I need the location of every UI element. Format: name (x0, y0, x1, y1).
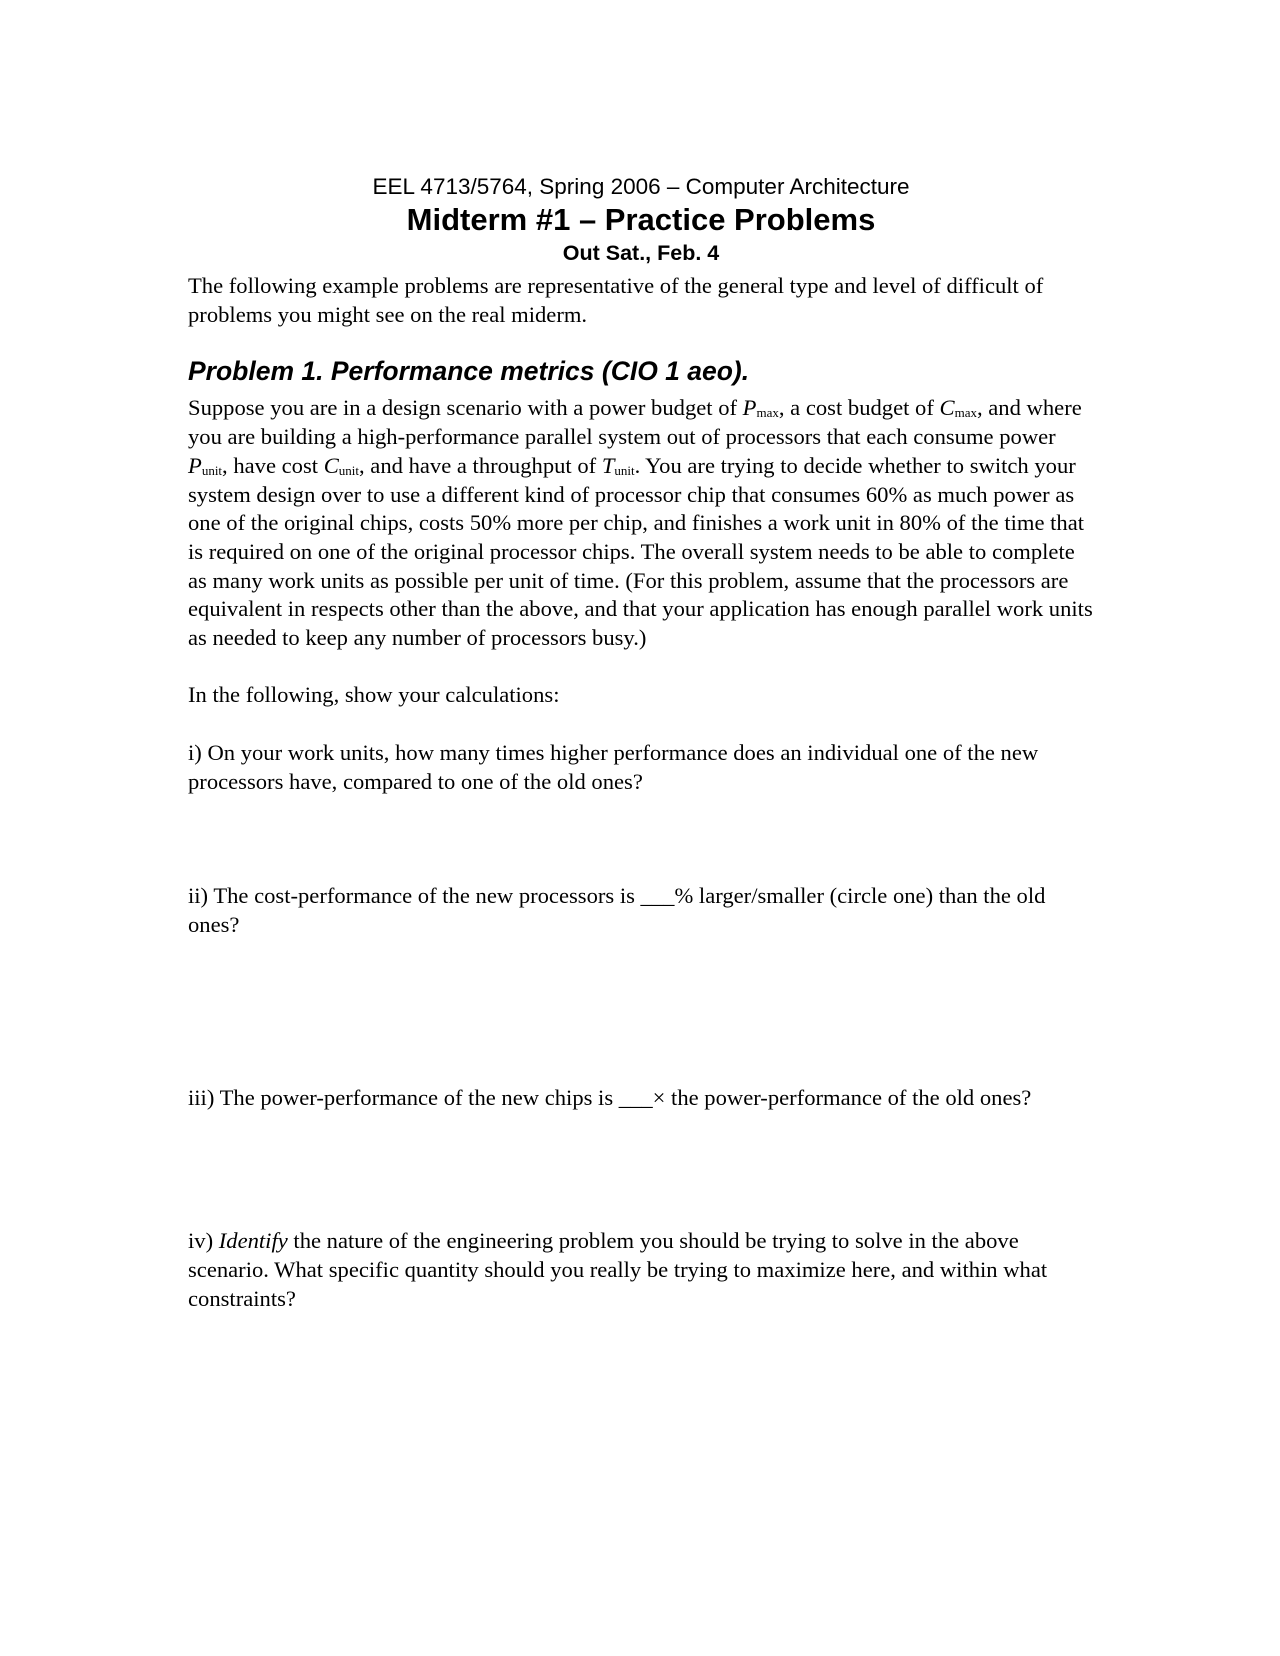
tunit-variable: T (601, 452, 615, 478)
question-iii: iii) The power-performance of the new chips is ___× the power-performance of the old ones? (188, 1084, 1032, 1110)
page-title: Midterm #1 – Practice Problems (406, 202, 876, 237)
question-i: i) On your work units, how many times higher performance does an individual one of the new processors have, compared to one of the old ones? (188, 739, 1039, 794)
cunit-variable: C (323, 452, 339, 478)
instruction-line: In the following, show your calculations: (188, 682, 560, 708)
problem-1-body: Suppose you are in a design scenario with a power budget of $P_{max}$, a cost budget of $C_{max}$, and where you are building a high-performance parallel system out of processors that each consume power $P_{unit}$, have cost $C_{unit}$, and have a throughput of $T_{unit}$. You are trying to decide whether to switch your system design over to use a different kind of processor chip that consumes 60% as much power as one of the original chips, costs 50% more per chip, and finishes a work unit in 80% of the time that is required on one of the original processor chips. The overall system needs to be able to complete as many work units as possible per unit of time. (For this problem, assume that the processors are equivalent in respects other than the above, and that your application has enough parallel work units as needed to keep any number of processors busy.) (188, 395, 1093, 651)
identify-emphasis: Identify (218, 1228, 288, 1254)
punit-subscript: unit (201, 462, 223, 478)
pmax-subscript: max (756, 405, 779, 421)
cmax-subscript: max (954, 405, 977, 421)
problem-1-heading: Problem 1. Performance metrics (CIO 1 aeo). (188, 356, 750, 387)
intro-paragraph: The following example problems are representative of the general type and level of difficult of problems you might see on the real miderm. (188, 273, 1044, 327)
punit-variable: P (188, 452, 202, 478)
tunit-subscript: unit (614, 462, 635, 478)
cmax-variable: C (939, 395, 955, 421)
pmax-variable: P (742, 395, 757, 421)
question-ii: ii) The cost-performance of the new processors is ___% larger/smaller (circle one) than the old ones? (188, 883, 1046, 937)
question-iv: iv) Identify the nature of the engineering problem you should be trying to solve in the above scenario. What specific quantity should you really be trying to maximize here, and within what constraints? (188, 1228, 1048, 1311)
cunit-subscript: unit (338, 462, 359, 478)
course-line: EEL 4713/5764, Spring 2006 – Computer Architecture (372, 174, 910, 199)
date-line: Out Sat., Feb. 4 (562, 241, 720, 265)
document-page (188, 172, 1094, 1313)
